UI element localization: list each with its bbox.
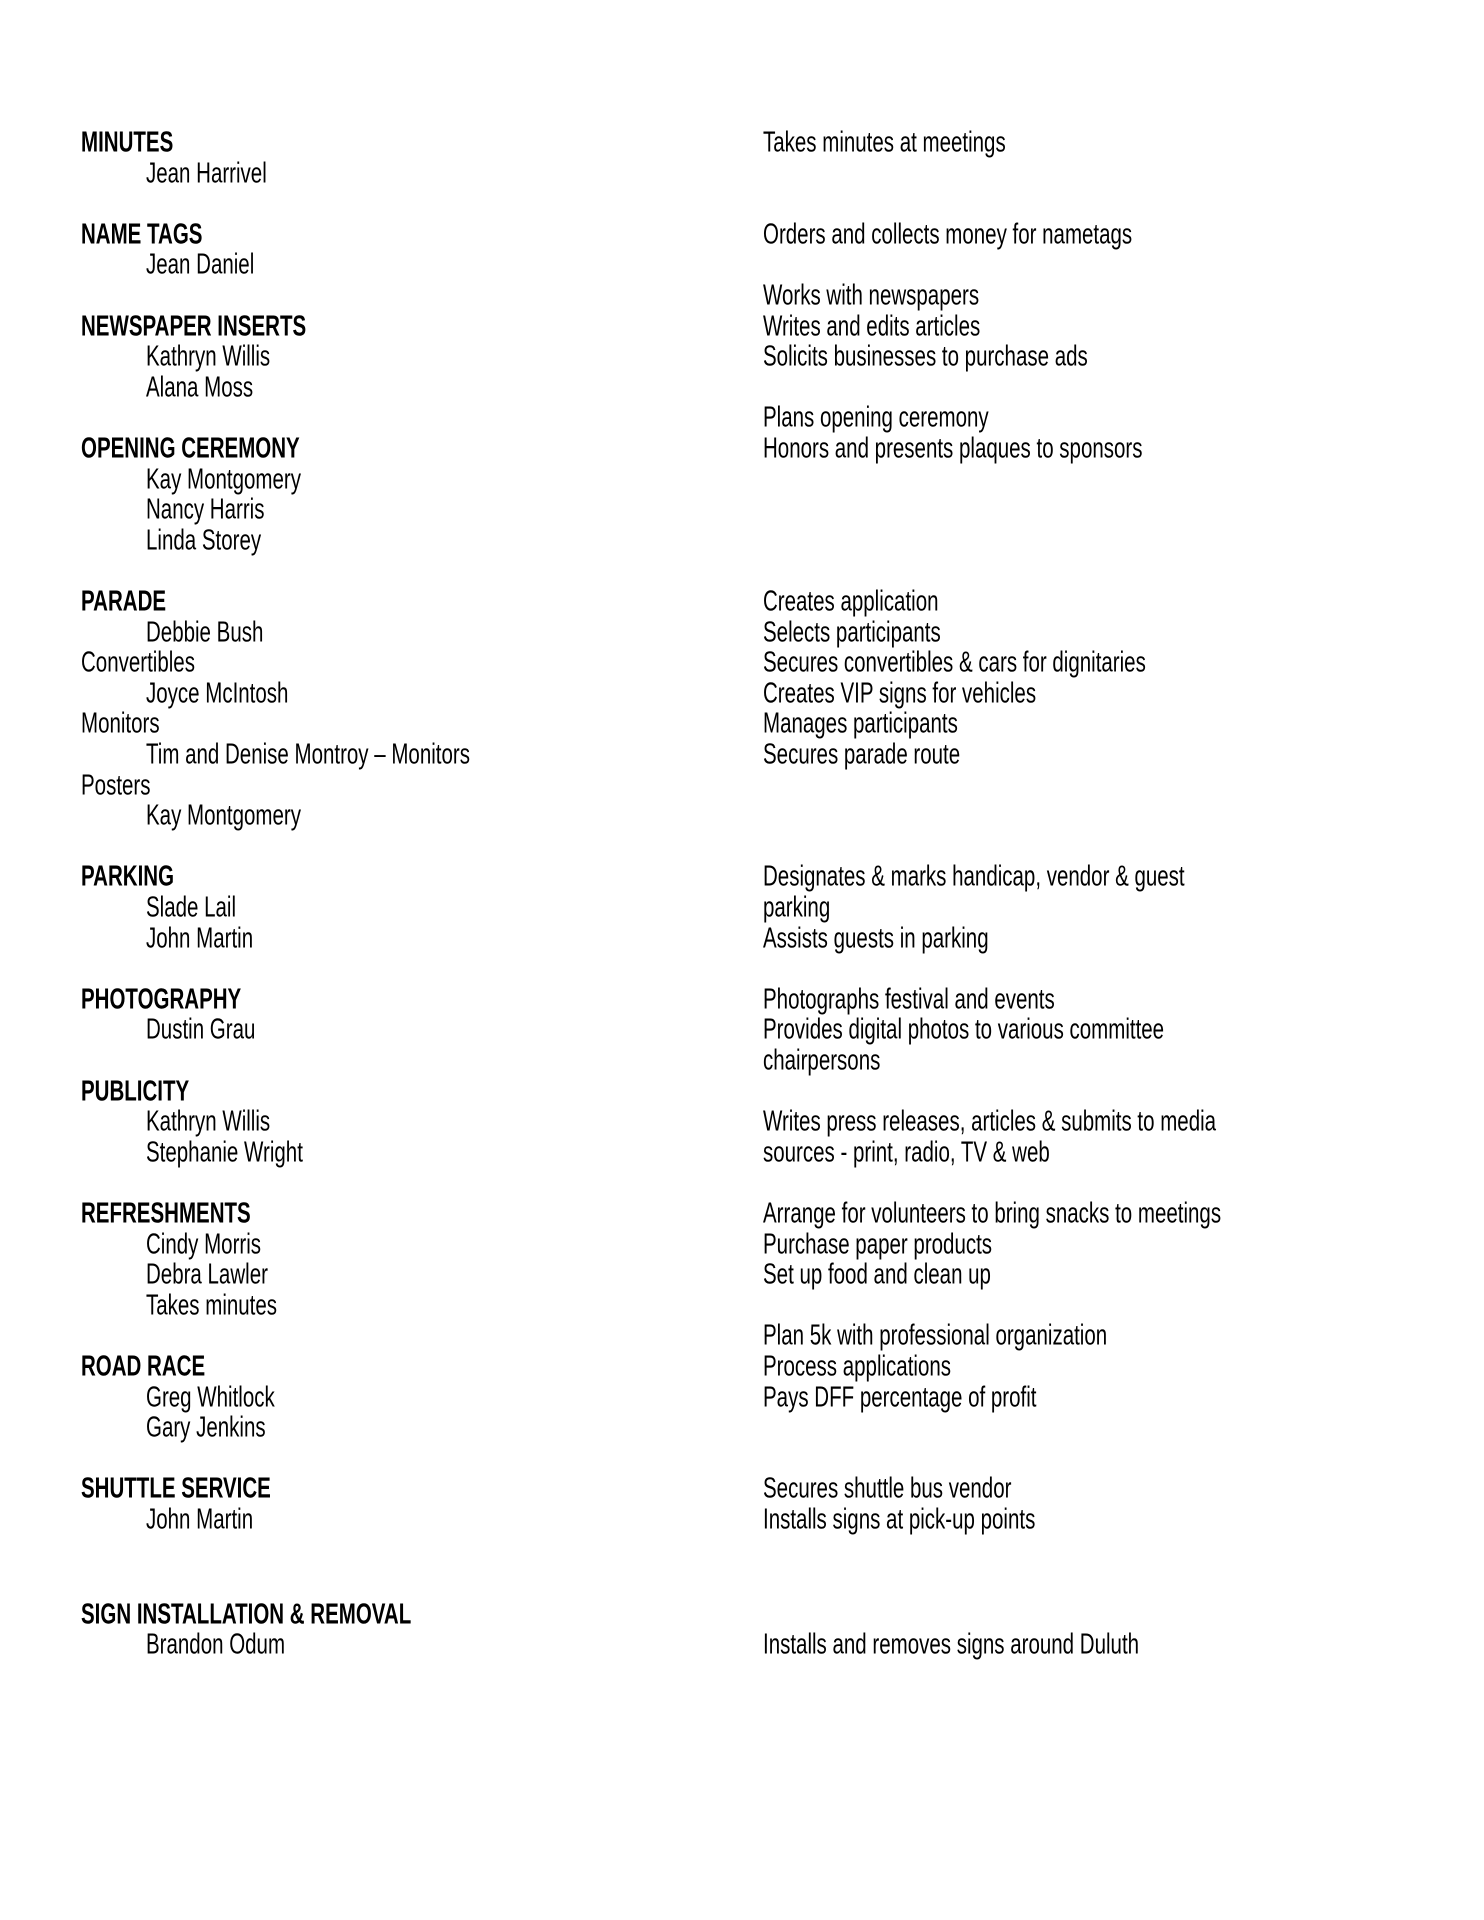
duty-description: [763, 740, 960, 770]
member-name-text: Joyce McIntosh: [146, 677, 289, 709]
member-name-text: Stephanie Wright: [146, 1136, 303, 1168]
duty-description-text: Writes press releases, articles & submits to media: [763, 1105, 1217, 1138]
member-name-text: Linda Storey: [146, 524, 262, 556]
duty-description-text: Honors and presents plaques to sponsors: [763, 432, 1143, 465]
committee-heading-text: PUBLICITY: [81, 1075, 190, 1107]
duty-description-text: Creates application: [763, 585, 939, 618]
duty-description: [763, 1505, 1035, 1535]
duty-description-text: Plans opening ceremony: [763, 401, 989, 434]
duty-description: [763, 1383, 1036, 1413]
member-name-text: John Martin: [146, 922, 254, 954]
member-name: [146, 1413, 266, 1443]
committee-heading-text: SHUTTLE SERVICE: [81, 1472, 271, 1505]
duty-description-text: Secures convertibles & cars for dignitaries: [763, 646, 1146, 679]
duty-description-text: Selects participants: [763, 616, 941, 648]
duty-description-text: Purchase paper products: [763, 1228, 993, 1260]
duty-description-text: Provides digital photos to various committee: [763, 1013, 1165, 1046]
duty-description-text: Arrange for volunteers to bring snacks to meetings: [763, 1197, 1222, 1230]
duty-description: [763, 342, 1088, 372]
duty-description-text: chairpersons: [763, 1044, 881, 1077]
duty-description-text: Plan 5k with professional organization: [763, 1319, 1108, 1352]
duty-description-text: Secures parade route: [763, 738, 961, 771]
committee-heading-text: SIGN INSTALLATION & REMOVAL: [81, 1598, 412, 1631]
subcommittee-label-text: Posters: [81, 769, 151, 801]
duty-description-text: Secures shuttle bus vendor: [763, 1472, 1012, 1505]
member-name-text: Debra Lawler: [146, 1258, 268, 1291]
duty-description-text: sources - print, radio, TV & web: [763, 1136, 1050, 1168]
subcommittee-label-text: Monitors: [81, 707, 160, 740]
member-name-text: Kay Montgomery: [146, 799, 301, 832]
member-name: [146, 1291, 277, 1321]
duty-description-text: Solicits businesses to purchase ads: [763, 340, 1088, 373]
committee-heading-text: REFRESHMENTS: [81, 1197, 251, 1230]
member-name-text: Jean Harrivel: [146, 157, 267, 189]
member-name: [146, 924, 253, 954]
duty-description-text: Manages participants: [763, 707, 958, 740]
duty-description-text: Assists guests in parking: [763, 922, 989, 954]
member-name: [146, 1630, 285, 1660]
member-name: [146, 373, 253, 403]
member-name: [146, 740, 470, 770]
duty-description-text: Writes and edits articles: [763, 310, 981, 342]
duty-description-text: Orders and collects money for nametags: [763, 218, 1133, 250]
member-name-text: Kay Montgomery: [146, 463, 301, 495]
member-name-text: Kathryn Willis: [146, 340, 271, 373]
member-name-text: Kathryn Willis: [146, 1105, 271, 1138]
committee-heading-text: PARKING: [81, 860, 175, 893]
duty-description: [763, 1630, 1139, 1660]
duty-description-text: Creates VIP signs for vehicles: [763, 677, 1037, 709]
duty-description: [763, 924, 989, 954]
committee-heading-text: PARADE: [81, 585, 167, 618]
member-name-text: Debbie Bush: [146, 616, 264, 648]
member-name-text: Dustin Grau: [146, 1013, 256, 1046]
duty-description-text: parking: [763, 891, 831, 924]
duty-description-text: Set up food and clean up: [763, 1258, 991, 1291]
committee-heading-text: NAME TAGS: [81, 218, 203, 250]
duty-description: [763, 1260, 991, 1290]
duty-description-text: Photographs festival and events: [763, 983, 1055, 1015]
member-name-text: Gary Jenkins: [146, 1411, 266, 1444]
duty-description-text: Takes minutes at meetings: [763, 126, 1006, 159]
subcommittee-label: [81, 771, 151, 801]
member-name-text: John Martin: [146, 1503, 254, 1536]
committee-heading-text: OPENING CEREMONY: [81, 432, 300, 465]
duty-description: [763, 1138, 1050, 1168]
duty-description-text: Works with newspapers: [763, 279, 980, 312]
member-name: [146, 526, 261, 556]
member-name-text: Slade Lail: [146, 891, 237, 924]
duty-description-text: Installs and removes signs around Duluth: [763, 1628, 1140, 1661]
member-name-text: Alana Moss: [146, 371, 254, 403]
member-name: [146, 679, 288, 709]
member-name-text: Greg Whitlock: [146, 1381, 275, 1413]
subcommittee-label-text: Convertibles: [81, 646, 195, 679]
duty-description: [763, 128, 1006, 158]
committee-heading-text: NEWSPAPER INSERTS: [81, 310, 307, 342]
committee-heading-text: MINUTES: [81, 126, 174, 159]
duty-description: [763, 434, 1142, 464]
member-name-text: Brandon Odum: [146, 1628, 286, 1661]
duty-description-text: Installs signs at pick-up points: [763, 1503, 1036, 1536]
member-name: [146, 801, 301, 831]
member-name-text: Tim and Denise Montroy – Monitors: [146, 738, 470, 771]
duty-description-text: Pays DFF percentage of profit: [763, 1381, 1037, 1413]
duty-description: [763, 1046, 880, 1076]
duty-description-text: Process applications: [763, 1350, 952, 1383]
member-name: [146, 1015, 255, 1045]
duty-description: [763, 220, 1132, 250]
member-name: [146, 1505, 253, 1535]
committee-heading-text: PHOTOGRAPHY: [81, 983, 242, 1015]
member-name-text: Jean Daniel: [146, 248, 255, 281]
member-name: [146, 250, 254, 280]
duty-description-text: Designates & marks handicap, vendor & guest: [763, 860, 1185, 893]
member-name-text: Cindy Morris: [146, 1228, 262, 1260]
member-name-text: Nancy Harris: [146, 493, 265, 526]
member-name: [146, 1138, 303, 1168]
member-name-text: Takes minutes: [146, 1289, 278, 1321]
committee-heading-text: ROAD RACE: [81, 1350, 206, 1383]
member-name: [146, 159, 267, 189]
